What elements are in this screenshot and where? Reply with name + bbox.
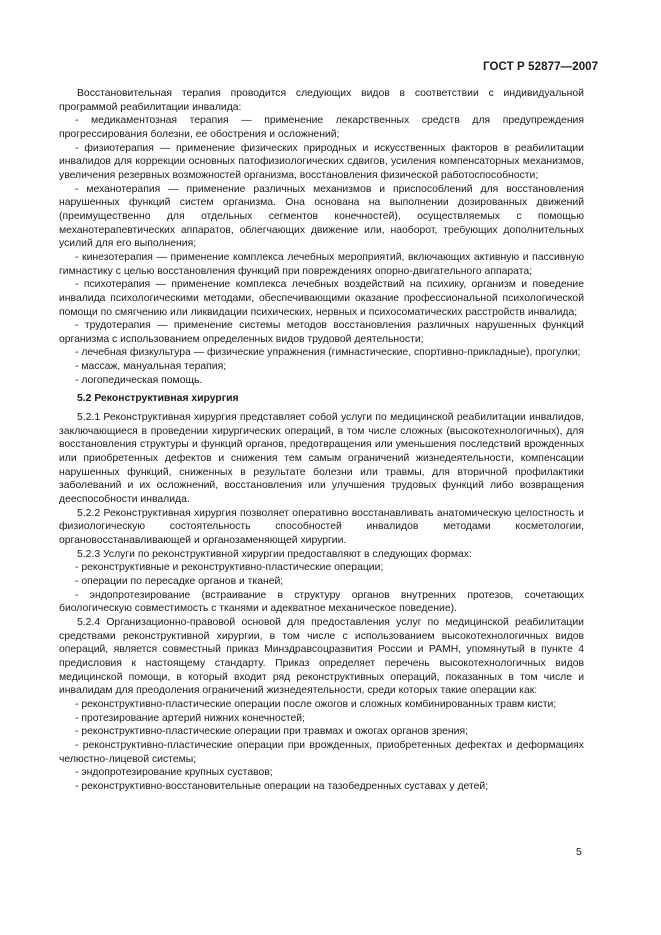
list-item: - медикаментозная терапия — применение лекарственных средств для предупреждения прогрессирования болезни, ее обострения и осложнений; — [59, 115, 584, 140]
list-item: - логопедическая помощь. — [75, 374, 203, 386]
list-item: - эндопротезирование крупных суставов; — [75, 767, 273, 779]
paragraph: Восстановительная терапия проводится следующих видов в соответствии с индивидуальной программой реабилитации инвалида: — [59, 88, 584, 113]
list-item: - реконструктивно-пластические операции при травмах и ожогах органов зрения; — [75, 726, 468, 738]
list-item: - реконструктивно-пластические операции после ожогов и сложных комбинированных травм кисти; — [75, 698, 557, 710]
paragraph: 5.2.4 Организационно-правовой основой для предоставления услуг по медицинской реабилитации средствами реконструктивной хирургии, в том числе с использованием высокотехнологичных видов операций, является совместный приказ Минздравсоцразвития России и РАМН, упомянутый в пункте 4 предисловия к настоящему стандарту. Приказ определяет перечень высокотехнологичных видов медицинской помощи, в который входит ряд реконструктивных операций, показанных в том числе и инвалидам для преодоления ограничений жизнедеятельности, среди которых такие операции как: — [59, 616, 584, 697]
list-item: - психотерапия — применение комплекса лечебных воздействий на психику, организм и поведение инвалида психологическими методами, обеспечивающими оказание профессиональной психологической помощи по смягчению или ликвидации психических, нервных и психосоматических расстройств инвалида; — [59, 279, 584, 318]
document-header-id: ГОСТ Р 52877—2007 — [483, 61, 599, 73]
list-item: - реконструктивно-восстановительные операции на тазобедренных суставах у детей; — [75, 780, 489, 792]
list-item: - эндопротезирование (встраивание в структуру органов внутренних протезов, сочетающих биологическую совместимость с тканями и адекватное механическое поведение). — [59, 589, 584, 615]
list-item: - реконструктивные и реконструктивно-пластические операции; — [75, 562, 384, 574]
list-item: - операции по пересадке органов и тканей; — [75, 575, 284, 587]
paragraph: 5.2.3 Услуги по реконструктивной хирургии предоставляют в следующих формах: — [77, 548, 472, 560]
list-item: - кинезотерапия — применение комплекса лечебных мероприятий, включающих активную и пассивную гимнастику с целью восстановления функций при повреждениях опорно-двигательного аппарата; — [59, 251, 584, 277]
list-item: - протезирование артерий нижних конечностей; — [75, 712, 306, 724]
list-item: - механотерапия — применение различных механизмов и приспособлений для восстановления нарушенных функций систем организма. Она основана на выполнении дозированных движений (преимущественно для отдельных сегментов конечностей), осуществляемых с помощью механотерапевтических аппаратов, облегчающих движение или, наоборот, требующих дополнительных усилий для его выполнения; — [59, 183, 584, 250]
list-item: - массаж, мануальная терапия; — [75, 361, 227, 373]
list-item: - физиотерапия — применение физических природных и искусственных факторов в реабилитации инвалидов для коррекции основных патофизиологических сдвигов, усиления компенсаторных механизмов, увеличения резервных возможностей организма, восстановления физической работоспособности; — [59, 142, 584, 181]
paragraph: 5.2.1 Реконструктивная хирургия представляет собой услуги по медицинской реабилитации инвалидов, заключающиеся в проведении хирургических операций, в том числе сложных (высокотехнологичных), для восстановления структуры и функций органов, предотвращения или уменьшения последствий врожденных или приобретенных дефектов и снижения тем самым ограничений жизнедеятельности, компенсации нарушенных функций, сниженных в результате болезни или травмы, для вторичной профилактики заболеваний и их осложнений, восстановления или улучшения трудовых функций либо возвращения дееспособности инвалида. — [59, 412, 584, 506]
section-heading: 5.2 Реконструктивная хирургия — [77, 393, 239, 405]
list-item: - лечебная физкультура — физические упражнения (гимнастические, спортивно-прикладные), прогулки; — [75, 347, 581, 359]
list-item: - трудотерапия — применение системы методов восстановления различных нарушенных функций организма с использованием определенных видов трудовой деятельности; — [59, 320, 584, 345]
list-item: - реконструктивно-пластические операции при врожденных, приобретенных дефектах и деформациях челюстно-лицевой системы; — [59, 739, 584, 765]
page-number: 5 — [576, 846, 582, 858]
document-body — [59, 87, 584, 793]
paragraph: 5.2.2 Реконструктивная хирургия позволяет оперативно восстанавливать анатомическую целостность и физиологическую состоятельность способностей инвалидов методами косметологии, органовосстанавливающей и органозаменяющей хирургии. — [59, 507, 584, 546]
